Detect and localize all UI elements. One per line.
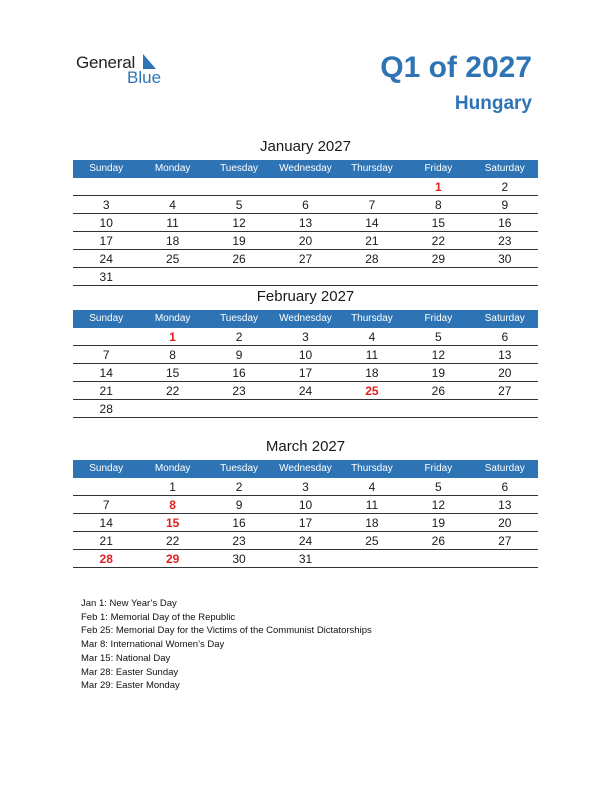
day-cell: 2 <box>472 178 538 196</box>
day-cell: 21 <box>73 532 139 550</box>
weekday-header: Sunday <box>73 460 139 478</box>
weekday-header: Sunday <box>73 160 139 178</box>
day-cell: 30 <box>472 250 538 268</box>
country-name: Hungary <box>454 93 532 114</box>
day-cell: 15 <box>139 364 205 382</box>
day-cell: 5 <box>405 478 471 496</box>
empty-day-cell <box>339 550 405 568</box>
brand-logo <box>76 53 176 87</box>
weekday-header: Tuesday <box>206 310 272 328</box>
holiday-day-cell: 28 <box>73 550 139 568</box>
day-cell: 6 <box>472 478 538 496</box>
day-cell: 25 <box>139 250 205 268</box>
calendar-grid <box>73 460 538 568</box>
weekday-header: Wednesday <box>272 310 338 328</box>
holiday-notes <box>81 597 372 693</box>
weekday-header: Thursday <box>339 160 405 178</box>
holiday-day-cell: 8 <box>139 496 205 514</box>
day-cell: 10 <box>272 496 338 514</box>
empty-day-cell <box>139 178 205 196</box>
day-cell: 7 <box>73 346 139 364</box>
day-cell: 21 <box>73 382 139 400</box>
day-cell: 22 <box>139 532 205 550</box>
day-cell: 5 <box>405 328 471 346</box>
day-cell: 13 <box>472 496 538 514</box>
day-cell: 20 <box>272 232 338 250</box>
empty-day-cell <box>272 268 338 286</box>
day-cell: 6 <box>472 328 538 346</box>
weekday-header: Sunday <box>73 310 139 328</box>
weekday-header: Friday <box>405 460 471 478</box>
weekday-header: Tuesday <box>206 160 272 178</box>
day-cell: 3 <box>272 328 338 346</box>
month-title: March 2027 <box>265 438 346 455</box>
weekday-header: Wednesday <box>272 160 338 178</box>
weekday-header: Monday <box>139 160 205 178</box>
day-cell: 30 <box>206 550 272 568</box>
day-cell: 27 <box>472 532 538 550</box>
holiday-note: Feb 25: Memorial Day for the Victims of the Communist Dictatorships <box>81 625 372 637</box>
day-cell: 14 <box>73 514 139 532</box>
day-cell: 21 <box>339 232 405 250</box>
day-cell: 11 <box>139 214 205 232</box>
month-january <box>73 138 538 286</box>
empty-day-cell <box>73 478 139 496</box>
weekday-header: Saturday <box>472 160 538 178</box>
day-cell: 26 <box>206 250 272 268</box>
holiday-note: Mar 15: National Day <box>81 652 171 664</box>
empty-day-cell <box>405 268 471 286</box>
day-cell: 17 <box>272 364 338 382</box>
day-cell: 25 <box>339 532 405 550</box>
day-cell: 26 <box>405 532 471 550</box>
empty-day-cell <box>339 178 405 196</box>
day-cell: 13 <box>472 346 538 364</box>
day-cell: 19 <box>405 364 471 382</box>
empty-day-cell <box>73 328 139 346</box>
holiday-day-cell: 25 <box>339 382 405 400</box>
month-march <box>73 438 538 568</box>
calendar-grid <box>73 160 538 286</box>
weekday-header: Thursday <box>339 310 405 328</box>
holiday-day-cell: 1 <box>139 328 205 346</box>
holiday-day-cell: 15 <box>139 514 205 532</box>
empty-day-cell <box>206 178 272 196</box>
day-cell: 9 <box>206 496 272 514</box>
weekday-header: Thursday <box>339 460 405 478</box>
day-cell: 23 <box>206 382 272 400</box>
day-cell: 22 <box>405 232 471 250</box>
month-title: February 2027 <box>256 288 355 305</box>
empty-day-cell <box>272 178 338 196</box>
day-cell: 8 <box>139 346 205 364</box>
day-cell: 11 <box>339 496 405 514</box>
empty-day-cell <box>139 268 205 286</box>
day-cell: 12 <box>405 346 471 364</box>
holiday-day-cell: 1 <box>405 178 471 196</box>
day-cell: 26 <box>405 382 471 400</box>
day-cell: 4 <box>339 328 405 346</box>
empty-day-cell <box>139 400 205 418</box>
day-cell: 31 <box>73 268 139 286</box>
empty-day-cell <box>339 400 405 418</box>
day-cell: 13 <box>272 214 338 232</box>
day-cell: 8 <box>405 196 471 214</box>
day-cell: 24 <box>272 382 338 400</box>
day-cell: 5 <box>206 196 272 214</box>
weekday-header: Monday <box>139 460 205 478</box>
day-cell: 15 <box>405 214 471 232</box>
calendar-grid <box>73 310 538 418</box>
day-cell: 4 <box>139 196 205 214</box>
month-february <box>73 288 538 418</box>
weekday-header: Monday <box>139 310 205 328</box>
day-cell: 17 <box>272 514 338 532</box>
empty-day-cell <box>472 550 538 568</box>
day-cell: 28 <box>73 400 139 418</box>
day-cell: 12 <box>206 214 272 232</box>
empty-day-cell <box>206 400 272 418</box>
day-cell: 11 <box>339 346 405 364</box>
day-cell: 31 <box>272 550 338 568</box>
month-title: January 2027 <box>260 138 351 155</box>
empty-day-cell <box>472 268 538 286</box>
day-cell: 4 <box>339 478 405 496</box>
holiday-note: Mar 28: Easter Sunday <box>81 666 179 678</box>
logo-text-blue: Blue <box>127 68 162 87</box>
day-cell: 27 <box>272 250 338 268</box>
day-cell: 10 <box>73 214 139 232</box>
day-cell: 12 <box>405 496 471 514</box>
day-cell: 17 <box>73 232 139 250</box>
day-cell: 18 <box>339 364 405 382</box>
day-cell: 16 <box>206 514 272 532</box>
weekday-header: Wednesday <box>272 460 338 478</box>
day-cell: 22 <box>139 382 205 400</box>
logo-triangle-icon <box>143 54 156 69</box>
empty-day-cell <box>272 400 338 418</box>
day-cell: 1 <box>139 478 205 496</box>
empty-day-cell <box>339 268 405 286</box>
day-cell: 28 <box>339 250 405 268</box>
day-cell: 3 <box>73 196 139 214</box>
quarter-title: Q1 of 2027 <box>380 51 532 84</box>
day-cell: 19 <box>206 232 272 250</box>
day-cell: 6 <box>272 196 338 214</box>
holiday-note: Feb 1: Memorial Day of the Republic <box>81 611 236 623</box>
day-cell: 23 <box>472 232 538 250</box>
empty-day-cell <box>73 178 139 196</box>
day-cell: 10 <box>272 346 338 364</box>
day-cell: 23 <box>206 532 272 550</box>
day-cell: 18 <box>139 232 205 250</box>
weekday-header: Friday <box>405 160 471 178</box>
empty-day-cell <box>206 268 272 286</box>
holiday-note: Jan 1: New Year’s Day <box>81 598 177 609</box>
holiday-note: Mar 29: Easter Monday <box>81 680 180 692</box>
day-cell: 2 <box>206 478 272 496</box>
day-cell: 24 <box>272 532 338 550</box>
holiday-note: Mar 8: International Women’s Day <box>81 639 225 651</box>
weekday-header: Saturday <box>472 460 538 478</box>
day-cell: 24 <box>73 250 139 268</box>
day-cell: 19 <box>405 514 471 532</box>
empty-day-cell <box>405 400 471 418</box>
day-cell: 14 <box>73 364 139 382</box>
day-cell: 7 <box>73 496 139 514</box>
day-cell: 20 <box>472 364 538 382</box>
holiday-day-cell: 29 <box>139 550 205 568</box>
day-cell: 16 <box>206 364 272 382</box>
empty-day-cell <box>472 400 538 418</box>
day-cell: 14 <box>339 214 405 232</box>
empty-day-cell <box>405 550 471 568</box>
day-cell: 29 <box>405 250 471 268</box>
day-cell: 9 <box>472 196 538 214</box>
day-cell: 16 <box>472 214 538 232</box>
weekday-header: Saturday <box>472 310 538 328</box>
day-cell: 7 <box>339 196 405 214</box>
day-cell: 18 <box>339 514 405 532</box>
day-cell: 20 <box>472 514 538 532</box>
day-cell: 2 <box>206 328 272 346</box>
logo-text-general: General <box>76 53 136 72</box>
day-cell: 3 <box>272 478 338 496</box>
day-cell: 9 <box>206 346 272 364</box>
weekday-header: Tuesday <box>206 460 272 478</box>
weekday-header: Friday <box>405 310 471 328</box>
day-cell: 27 <box>472 382 538 400</box>
